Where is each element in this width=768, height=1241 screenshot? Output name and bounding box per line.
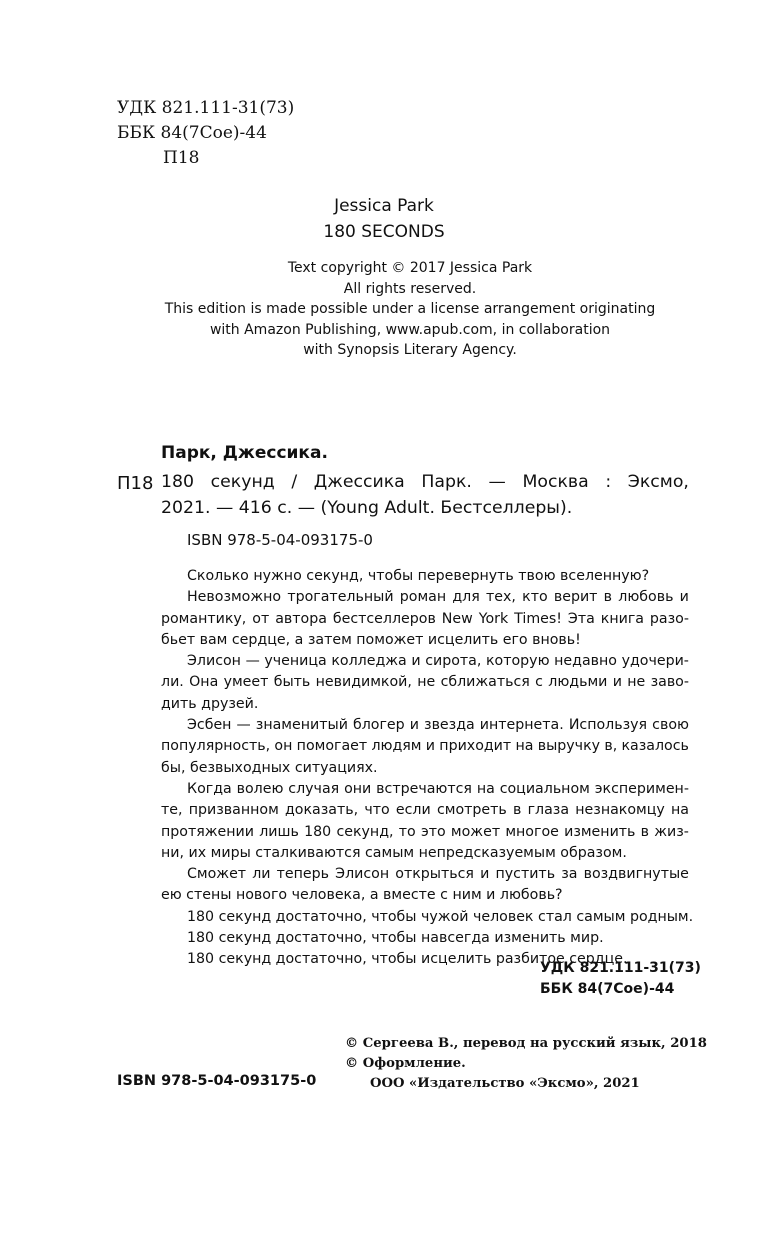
- word: блогер: [352, 717, 405, 734]
- annotation-line: [161, 864, 689, 885]
- word: на: [476, 780, 495, 797]
- word: York: [478, 610, 509, 627]
- word: приходит: [439, 738, 512, 755]
- word: Она: [189, 674, 219, 691]
- word: открыться: [395, 866, 474, 883]
- word: жиз-: [654, 823, 689, 840]
- copyright-block: [345, 1034, 707, 1094]
- word: 180: [304, 823, 332, 840]
- word: на: [515, 738, 534, 755]
- word: встречаются: [376, 780, 472, 797]
- copyright-line: This edition is made possible under a license arrangement originating: [164, 301, 656, 317]
- word: знаменитый: [255, 717, 348, 734]
- word: Парк.: [421, 472, 472, 492]
- word: и: [409, 717, 419, 734]
- catalog-author-heading: Парк, Джессика.: [161, 443, 328, 463]
- word: секунд,: [336, 823, 394, 840]
- word: ли.: [161, 674, 184, 691]
- word: что: [364, 802, 390, 819]
- word: незнакомцу: [575, 802, 665, 819]
- annotation-line: дить друзей.: [161, 695, 259, 712]
- word: Эта: [567, 610, 595, 627]
- word: секунд: [210, 472, 275, 492]
- word: эксперимен-: [594, 780, 689, 797]
- word: смотреть: [436, 802, 507, 819]
- word: и: [411, 653, 421, 670]
- word: Эсбен: [187, 717, 232, 734]
- word: Элисон: [187, 653, 241, 670]
- udk-code: УДК 821.111-31(73): [117, 98, 295, 118]
- word: изменить: [564, 823, 636, 840]
- word: не: [417, 674, 436, 691]
- word: —: [236, 717, 251, 734]
- word: книга: [600, 610, 644, 627]
- word: быть: [273, 674, 311, 691]
- word: если: [395, 802, 431, 819]
- word: автора: [275, 610, 327, 627]
- isbn-bottom: ISBN 978-5-04-093175-0: [117, 1073, 317, 1089]
- word: ученица: [264, 653, 327, 670]
- catalog-isbn: ISBN 978-5-04-093175-0: [187, 531, 373, 549]
- word: интернета.: [479, 717, 564, 734]
- word: кто: [522, 589, 548, 606]
- bbk-code-right: ББК 84(7Сое)-44: [540, 981, 675, 997]
- annotation-line: [161, 822, 689, 843]
- word: в,: [604, 738, 618, 755]
- word: те,: [161, 802, 183, 819]
- word: свою: [652, 717, 689, 734]
- word: Элисон: [335, 866, 390, 883]
- word: романтику,: [161, 610, 247, 627]
- annotation-line: 180 секунд достаточно, чтобы навсегда изменить мир.: [187, 930, 604, 947]
- udk-code-right: УДК 821.111-31(73): [540, 960, 701, 976]
- annotation-line: [161, 715, 689, 736]
- word: —: [245, 653, 260, 670]
- original-author: Jessica Park: [334, 196, 434, 216]
- word: людям: [371, 738, 422, 755]
- word: на: [671, 802, 689, 819]
- word: 180: [161, 472, 194, 492]
- classification-codes-right: [540, 958, 701, 1000]
- copyright-line: All rights reserved.: [343, 280, 477, 297]
- annotation-line: [161, 672, 689, 693]
- copyright-line: with Amazon Publishing, www.apub.com, in collaboration: [209, 321, 611, 338]
- word: Times!: [514, 610, 562, 627]
- annotation-line: ни, их миры сталкиваются самым непредсказуемым образом.: [161, 844, 627, 861]
- word: призванном: [188, 802, 279, 819]
- word: и: [679, 589, 689, 606]
- annotation-line: [161, 779, 689, 800]
- word: случая: [288, 780, 340, 797]
- word: помогает: [296, 738, 368, 755]
- word: воздвигнутые: [583, 866, 689, 883]
- original-title: 180 SECONDS: [323, 222, 445, 242]
- word: колледжа: [331, 653, 407, 670]
- word: New: [441, 610, 473, 627]
- word: протяжении: [161, 823, 254, 840]
- annotation-line: [161, 609, 689, 630]
- word: заво-: [650, 674, 689, 691]
- catalog-author-sign: П18: [117, 473, 154, 494]
- annotation-line: бьет вам сердце, а затем поможет исцелить его вновь!: [161, 631, 581, 648]
- annotation-line: [161, 736, 689, 757]
- word: популярность,: [161, 738, 271, 755]
- word: сирота,: [425, 653, 482, 670]
- word: и: [612, 674, 622, 691]
- word: умеет: [223, 674, 269, 691]
- word: :: [605, 472, 612, 492]
- word: многое: [505, 823, 559, 840]
- word: то: [398, 823, 416, 840]
- word: тех,: [486, 589, 516, 606]
- catalog-description-line-1: [161, 472, 689, 492]
- word: глаза: [527, 802, 570, 819]
- word: они: [344, 780, 372, 797]
- translation-copyright: © Сергеева В., перевод на русский язык, 2018: [345, 1036, 707, 1051]
- publisher-copyright: ООО «Издательство «Эксмо», 2021: [370, 1076, 640, 1091]
- word: верит: [553, 589, 598, 606]
- word: сближаться: [440, 674, 530, 691]
- word: недавно: [554, 653, 617, 670]
- word: Москва: [522, 472, 589, 492]
- classification-codes: [117, 96, 294, 171]
- word: за: [561, 866, 578, 883]
- word: и: [480, 866, 490, 883]
- annotation: [161, 566, 694, 971]
- annotation-line: 180 секунд достаточно, чтобы чужой человек стал самым родным.: [187, 908, 694, 925]
- word: пустить: [495, 866, 556, 883]
- word: в: [640, 823, 650, 840]
- word: бестселлеров: [332, 610, 436, 627]
- word: с: [535, 674, 543, 691]
- word: в: [512, 802, 522, 819]
- word: —: [488, 472, 506, 492]
- word: любовь: [618, 589, 674, 606]
- word: доказать,: [285, 802, 359, 819]
- word: выручку: [537, 738, 601, 755]
- word: он: [274, 738, 293, 755]
- bbk-code: ББК 84(7Сое)-44: [117, 123, 267, 143]
- annotation-line: Сколько нужно секунд, чтобы перевернуть твою вселенную?: [187, 568, 650, 584]
- word: лишь: [259, 823, 299, 840]
- word: может: [450, 823, 501, 840]
- word: которую: [485, 653, 550, 670]
- author-sign: П18: [163, 148, 200, 168]
- word: Эксмо,: [627, 472, 689, 492]
- word: социальном: [499, 780, 590, 797]
- copyright-line: Text copyright © 2017 Jessica Park: [287, 260, 533, 276]
- word: волею: [236, 780, 284, 797]
- word: невидимкой,: [315, 674, 412, 691]
- word: Джессика: [313, 472, 405, 492]
- word: это: [420, 823, 446, 840]
- word: казалось: [621, 738, 689, 755]
- word: звезда: [424, 717, 475, 734]
- annotation-line: 180 секунд достаточно, чтобы исцелить разбитое сердце.: [187, 951, 628, 968]
- word: трогательный: [287, 589, 394, 606]
- word: от: [252, 610, 270, 627]
- annotation-line: бы, безвыходных ситуациях.: [161, 759, 378, 776]
- word: ли: [252, 866, 271, 883]
- annotation-line: [161, 800, 689, 821]
- word: Сможет: [187, 866, 247, 883]
- word: Невозможно: [187, 589, 282, 606]
- word: разо-: [649, 610, 689, 627]
- word: людьми: [548, 674, 608, 691]
- word: Когда: [187, 780, 232, 797]
- word: не: [627, 674, 646, 691]
- catalog-description-line-2: 2021. — 416 с. — (Young Adult. Бестселлеры).: [161, 498, 573, 518]
- annotation-line: [161, 587, 689, 608]
- design-copyright-label: © Оформление.: [345, 1056, 466, 1071]
- annotation-line: ею стены нового человека, а вместе с ним и любовь?: [161, 887, 563, 904]
- word: для: [452, 589, 480, 606]
- word: теперь: [276, 866, 330, 883]
- copyright-line: with Synopsis Literary Agency.: [303, 342, 517, 358]
- word: в: [603, 589, 613, 606]
- word: роман: [399, 589, 447, 606]
- word: удочери-: [621, 653, 689, 670]
- annotation-line: [161, 651, 689, 672]
- word: и: [425, 738, 436, 755]
- word: Используя: [568, 717, 648, 734]
- copyright-notice: [60, 258, 760, 361]
- word: /: [291, 472, 298, 492]
